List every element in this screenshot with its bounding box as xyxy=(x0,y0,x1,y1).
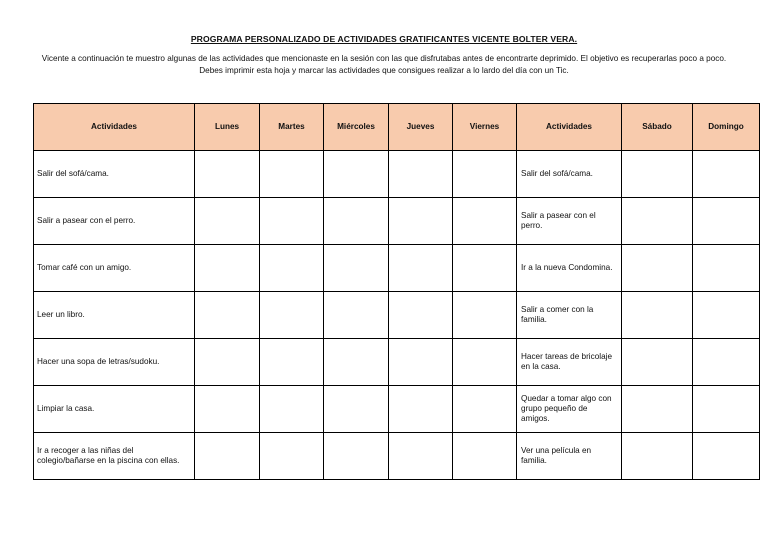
miercoles-check-cell[interactable] xyxy=(324,339,389,386)
header-actividades-weekday: Actividades xyxy=(34,104,195,151)
viernes-check-cell[interactable] xyxy=(453,339,517,386)
jueves-check-cell[interactable] xyxy=(389,386,453,433)
domingo-check-cell[interactable] xyxy=(693,292,760,339)
viernes-check-cell[interactable] xyxy=(453,433,517,480)
header-viernes: Viernes xyxy=(453,104,517,151)
martes-check-cell[interactable] xyxy=(260,198,324,245)
martes-check-cell[interactable] xyxy=(260,339,324,386)
weekend-activity-cell: Ver una película en familia. xyxy=(517,433,622,480)
weekday-activity-cell: Salir del sofá/cama. xyxy=(34,151,195,198)
sabado-check-cell[interactable] xyxy=(622,245,693,292)
weekend-activity-cell: Quedar a tomar algo con grupo pequeño de amigos. xyxy=(517,386,622,433)
lunes-check-cell[interactable] xyxy=(195,339,260,386)
miercoles-check-cell[interactable] xyxy=(324,292,389,339)
sabado-check-cell[interactable] xyxy=(622,339,693,386)
jueves-check-cell[interactable] xyxy=(389,151,453,198)
table-row xyxy=(34,151,760,198)
miercoles-check-cell[interactable] xyxy=(324,433,389,480)
martes-check-cell[interactable] xyxy=(260,245,324,292)
header-lunes: Lunes xyxy=(195,104,260,151)
martes-check-cell[interactable] xyxy=(260,386,324,433)
table-body xyxy=(34,151,760,480)
lunes-check-cell[interactable] xyxy=(195,245,260,292)
sabado-check-cell[interactable] xyxy=(622,433,693,480)
table-row xyxy=(34,292,760,339)
miercoles-check-cell[interactable] xyxy=(324,386,389,433)
weekend-activity-cell: Ir a la nueva Condomina. xyxy=(517,245,622,292)
martes-check-cell[interactable] xyxy=(260,151,324,198)
intro-paragraph: Vicente a continuación te muestro algunas de las actividades que mencionaste en la sesión con las que disfrutabas antes de encontrarte deprimido. El objetivo es recuperarlas poco a poco. Debes imprimir esta hoja y marcar las actividades que consigues realizar a lo lardo del día con un Tic. xyxy=(41,54,727,75)
domingo-check-cell[interactable] xyxy=(693,339,760,386)
domingo-check-cell[interactable] xyxy=(693,151,760,198)
weekend-activity-cell: Hacer tareas de bricolaje en la casa. xyxy=(517,339,622,386)
weekend-activity-cell: Salir a comer con la familia. xyxy=(517,292,622,339)
lunes-check-cell[interactable] xyxy=(195,151,260,198)
lunes-check-cell[interactable] xyxy=(195,292,260,339)
viernes-check-cell[interactable] xyxy=(453,386,517,433)
header-jueves: Jueves xyxy=(389,104,453,151)
jueves-check-cell[interactable] xyxy=(389,198,453,245)
jueves-check-cell[interactable] xyxy=(389,339,453,386)
sabado-check-cell[interactable] xyxy=(622,292,693,339)
weekday-activity-cell: Tomar café con un amigo. xyxy=(34,245,195,292)
weekday-activity-cell: Leer un libro. xyxy=(34,292,195,339)
header-sabado: Sábado xyxy=(622,104,693,151)
sabado-check-cell[interactable] xyxy=(622,198,693,245)
weekend-activity-cell: Salir a pasear con el perro. xyxy=(517,198,622,245)
miercoles-check-cell[interactable] xyxy=(324,151,389,198)
header-domingo: Domingo xyxy=(693,104,760,151)
domingo-check-cell[interactable] xyxy=(693,433,760,480)
document-title: PROGRAMA PERSONALIZADO DE ACTIVIDADES GRATIFICANTES VICENTE BOLTER VERA. xyxy=(190,34,578,44)
table-row xyxy=(34,386,760,433)
jueves-check-cell[interactable] xyxy=(389,245,453,292)
lunes-check-cell[interactable] xyxy=(195,386,260,433)
jueves-check-cell[interactable] xyxy=(389,433,453,480)
miercoles-check-cell[interactable] xyxy=(324,198,389,245)
table-row xyxy=(34,198,760,245)
martes-check-cell[interactable] xyxy=(260,433,324,480)
weekend-activity-cell: Salir del sofá/cama. xyxy=(517,151,622,198)
viernes-check-cell[interactable] xyxy=(453,245,517,292)
viernes-check-cell[interactable] xyxy=(453,151,517,198)
header-row xyxy=(34,104,760,151)
jueves-check-cell[interactable] xyxy=(389,292,453,339)
weekday-activity-cell: Limpiar la casa. xyxy=(34,386,195,433)
domingo-check-cell[interactable] xyxy=(693,245,760,292)
activities-table xyxy=(33,103,760,480)
table-row xyxy=(34,433,760,480)
sabado-check-cell[interactable] xyxy=(622,386,693,433)
sabado-check-cell[interactable] xyxy=(622,151,693,198)
weekday-activity-cell: Ir a recoger a las niñas del colegio/bañarse en la piscina con ellas. xyxy=(34,433,195,480)
header-miercoles: Miércoles xyxy=(324,104,389,151)
viernes-check-cell[interactable] xyxy=(453,292,517,339)
weekday-activity-cell: Hacer una sopa de letras/sudoku. xyxy=(34,339,195,386)
header-actividades-weekend: Actividades xyxy=(517,104,622,151)
weekday-activity-cell: Salir a pasear con el perro. xyxy=(34,198,195,245)
domingo-check-cell[interactable] xyxy=(693,198,760,245)
table-row xyxy=(34,339,760,386)
header-martes: Martes xyxy=(260,104,324,151)
viernes-check-cell[interactable] xyxy=(453,198,517,245)
table-row xyxy=(34,245,760,292)
miercoles-check-cell[interactable] xyxy=(324,245,389,292)
domingo-check-cell[interactable] xyxy=(693,386,760,433)
martes-check-cell[interactable] xyxy=(260,292,324,339)
lunes-check-cell[interactable] xyxy=(195,198,260,245)
lunes-check-cell[interactable] xyxy=(195,433,260,480)
